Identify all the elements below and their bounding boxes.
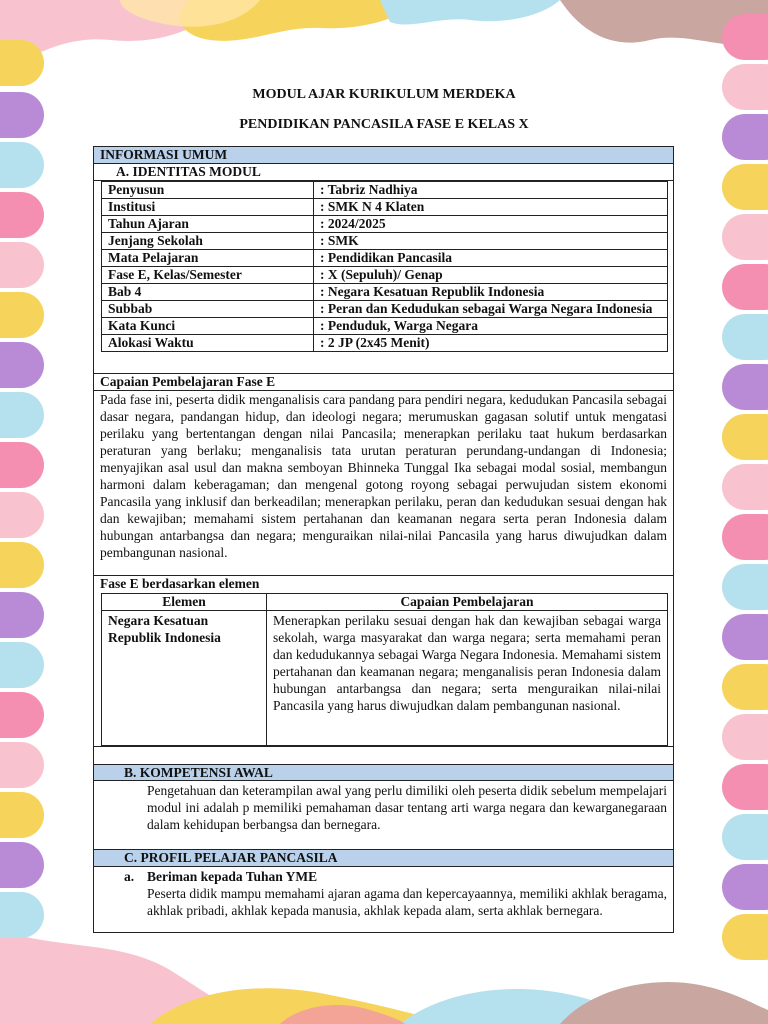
table-row — [102, 267, 668, 284]
identitas-label: Penyusun — [102, 182, 314, 199]
profil-item-title: Beriman kepada Tuhan YME — [147, 869, 318, 884]
table-row — [102, 250, 668, 267]
identitas-table — [101, 181, 668, 352]
elemen-name: Negara Kesatuan Republik Indonesia — [102, 611, 267, 746]
table-row — [102, 233, 668, 250]
elemen-capaian-text: Menerapkan perilaku sesuai dengan hak dan kewajiban sebagai warga sekolah, warga masyarakat dan warga negara; serta memahami peran dan kedudukannya sebagai Warga Negara Indonesia. Memahami sistem pertahanan dan keamanan negara; menganalisis peran Indonesia dalam hubungan antarbangsa dan negara; serta menguraikan nilai-nilai Pancasila yang harus diwujudkan dalam pembangunan nasional. — [267, 611, 668, 746]
table-row — [102, 284, 668, 301]
module-info-table — [93, 146, 674, 933]
kompetensi-awal-text: Pengetahuan dan keterampilan awal yang perlu dimiliki oleh peserta didik sebelum mempelajari modul ini adalah p memiliki pemahaman dasar tentang arti warga negara dan kewarganegaraan dalam kehidupan berbangsa dan bernegara. — [147, 783, 667, 832]
identitas-value: : SMK — [314, 233, 668, 250]
identitas-value: : Penduduk, Warga Negara — [314, 318, 668, 335]
identitas-label: Jenjang Sekolah — [102, 233, 314, 250]
elemen-table — [101, 593, 668, 746]
capaian-heading: Capaian Pembelajaran Fase E — [94, 374, 673, 391]
table-row — [102, 611, 668, 746]
capaian-text: Pada fase ini, peserta didik menganalisis cara pandang para pendiri negara, kedudukan Pancasila sebagai dasar negara, pandangan hidup, dan ideologi negara; merumuskan gagasan solutif untuk mengatasi perilaku yang bertentangan dengan nilai Pancasila; menerapkan perilaku taat hukum berdasarkan peraturan yang berlaku; menganalisis tata urutan peraturan perundang-undangan di Indonesia; menyajikan asal usul dan makna semboyan Bhinneka Tunggal Ika sebagai modal sosial, membangun harmoni dalam keberagaman; dan mengenal gotong royong sebagai perwujudan sistem ekonomi Pancasila yang inklusif dan berkeadilan; menerapkan perilaku, peran dan kedudukan sesuai dengan hak dan kewajiban; memahami sistem pertahanan dan keamanan negara serta peran Indonesia dalam hubungan antarbangsa dan negara; menguraikan nilai-nilai Pancasila yang harus diwujudkan dalam pembangunan nasional. — [100, 392, 667, 560]
identitas-label: Kata Kunci — [102, 318, 314, 335]
table-header-row — [102, 594, 668, 611]
identitas-value: : Pendidikan Pancasila — [314, 250, 668, 267]
identitas-modul-heading: A. IDENTITAS MODUL — [94, 164, 673, 181]
identitas-value: : X (Sepuluh)/ Genap — [314, 267, 668, 284]
kompetensi-awal-heading: B. KOMPETENSI AWAL — [94, 764, 673, 781]
identitas-label: Fase E, Kelas/Semester — [102, 267, 314, 284]
table-row — [102, 301, 668, 318]
table-row — [102, 182, 668, 199]
identitas-label: Mata Pelajaran — [102, 250, 314, 267]
identitas-label: Alokasi Waktu — [102, 335, 314, 352]
profil-pelajar-heading: C. PROFIL PELAJAR PANCASILA — [94, 850, 673, 867]
fase-elemen-heading: Fase E berdasarkan elemen — [100, 576, 260, 591]
table-row — [102, 199, 668, 216]
identitas-label: Tahun Ajaran — [102, 216, 314, 233]
identitas-label: Institusi — [102, 199, 314, 216]
table-row — [102, 216, 668, 233]
identitas-value: : 2 JP (2x45 Menit) — [314, 335, 668, 352]
table-row — [102, 335, 668, 352]
profil-item-letter: a. — [124, 869, 135, 884]
identitas-value: : Tabriz Nadhiya — [314, 182, 668, 199]
divider — [94, 746, 673, 747]
identitas-value: : SMK N 4 Klaten — [314, 199, 668, 216]
identitas-value: : Peran dan Kedudukan sebagai Warga Negara Indonesia — [314, 301, 668, 318]
document-title: MODUL AJAR KURIKULUM MERDEKA — [252, 87, 516, 102]
identitas-label: Bab 4 — [102, 284, 314, 301]
identitas-label: Subbab — [102, 301, 314, 318]
column-header-capaian: Capaian Pembelajaran — [267, 594, 668, 611]
identitas-value: : 2024/2025 — [314, 216, 668, 233]
informasi-umum-header: INFORMASI UMUM — [94, 147, 673, 164]
table-row — [102, 318, 668, 335]
identitas-value: : Negara Kesatuan Republik Indonesia — [314, 284, 668, 301]
profil-item-text: Peserta didik mampu memahami ajaran agama dan kepercayaannya, memiliki akhlak beragama, akhlak pribadi, akhlak kepada manusia, akhlak kepada alam, serta akhlak bernegara. — [147, 886, 667, 918]
column-header-elemen: Elemen — [102, 594, 267, 611]
document-subtitle: PENDIDIKAN PANCASILA FASE E KELAS X — [239, 117, 529, 132]
